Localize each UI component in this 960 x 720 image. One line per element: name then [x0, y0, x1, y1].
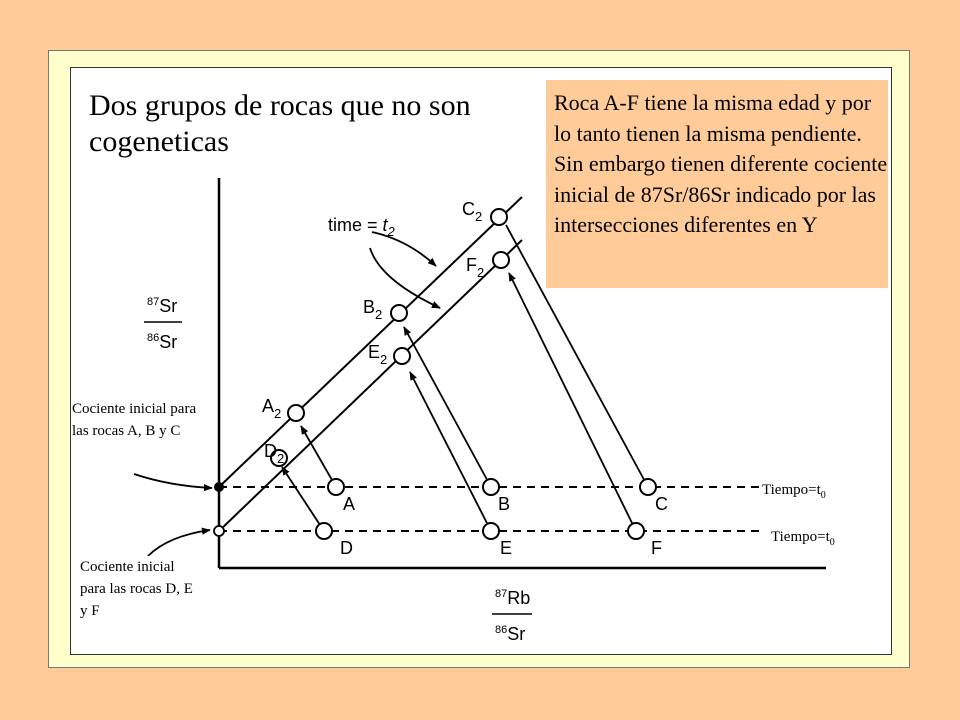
point-a-t2 — [288, 405, 304, 421]
label-e-t0: E — [500, 538, 513, 558]
pointer-arrow-abc — [134, 474, 212, 488]
slide-title: Dos grupos de rocas que no son cogeneticas — [89, 89, 471, 158]
tiempo-label-lower: $Tiempo=t_0$ — [771, 529, 835, 548]
point-f-t0 — [628, 523, 644, 539]
time-arrow-lower — [370, 248, 440, 308]
label-d-t0: D — [340, 538, 353, 558]
note-box: Roca A-F tiene la misma edad y por lo tanto tienen la misma pendiente. Sin embargo tienen diferente cociente inicial de 87Sr/86Sr indicado por las intersecciones diferentes en Y — [546, 80, 888, 288]
point-c-t2 — [491, 209, 507, 225]
intercept-def — [214, 526, 224, 536]
label-d-t2: $D_2$ — [264, 441, 285, 466]
label-b-t0: B — [498, 494, 511, 514]
y-axis-label — [144, 296, 182, 352]
evolution-arrow-f — [509, 273, 636, 531]
tiempo-label-upper: $Tiempo=t_0$ — [762, 482, 826, 501]
initial-ratio-label-abc: Cociente inicial para las rocas A, B y C — [72, 398, 200, 442]
point-a-t0 — [328, 479, 344, 495]
label-f-t2: $F_2$ — [466, 255, 485, 280]
time-arrow-upper — [372, 232, 436, 266]
point-d-t0 — [316, 523, 332, 539]
label-e-t2: $E_2$ — [368, 342, 388, 367]
x-axis-label — [492, 588, 532, 644]
label-c-t2: $C_2$ — [462, 199, 483, 224]
label-b-t2: $B_2$ — [363, 297, 383, 322]
label-f-t0: F — [651, 538, 662, 558]
evolution-arrow-b — [404, 327, 491, 487]
label-a-t2: $A_2$ — [262, 396, 282, 421]
evolution-arrow-e — [410, 372, 491, 531]
point-e-t0 — [483, 523, 499, 539]
evolution-arrow-d — [282, 467, 324, 531]
point-b-t0 — [483, 479, 499, 495]
intercept-abc — [214, 482, 224, 492]
svg-text:87Rb: $^{87}$Rb — [495, 588, 531, 608]
label-c-t0: C — [655, 494, 668, 514]
svg-text:86Sr: $^{86}$Sr — [147, 332, 178, 352]
point-b-t2 — [391, 305, 407, 321]
initial-ratio-label-def: Cociente inicial para las rocas D, E y F — [80, 556, 204, 622]
time-t2-label: time = $t_2$ — [328, 215, 395, 239]
svg-text:86Sr: $^{86}$Sr — [495, 624, 526, 644]
point-e-t2 — [394, 348, 410, 364]
svg-text:87Sr: $^{87}$Sr — [147, 296, 178, 316]
label-a-t0: A — [343, 494, 356, 514]
point-f-t2 — [493, 252, 509, 268]
point-c-t0 — [640, 479, 656, 495]
pointer-arrow-def — [148, 530, 210, 556]
